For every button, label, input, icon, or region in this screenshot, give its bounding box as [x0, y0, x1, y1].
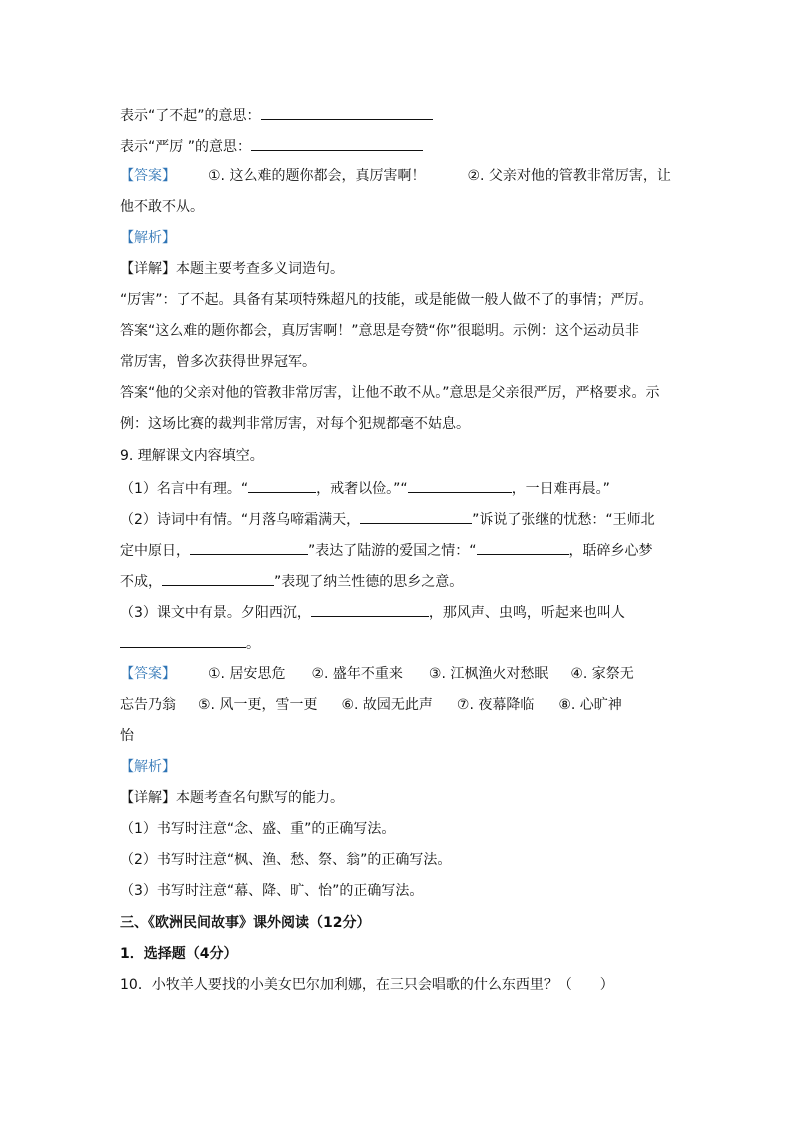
question-9-part-2c [120, 570, 680, 592]
prompt-text: 表示“严厉 ”的意思： [120, 139, 251, 155]
line-2 [120, 135, 680, 157]
text: （1）名言中有理。“ [120, 481, 249, 497]
blank [261, 104, 433, 120]
blank [251, 135, 423, 151]
text: ，那风声、虫鸣，听起来也叫人 [428, 605, 625, 621]
answer-item: ⑤. 风一更，雪一更 [198, 697, 318, 713]
line-1 [120, 104, 680, 126]
blank [120, 632, 246, 648]
answer-label: 【答案】 [120, 666, 176, 682]
detail-line: （2）书写时注意“枫、渔、愁、祭、翁”的正确写法。 [120, 852, 452, 868]
text: （2）诗词中有情。“月落乌啼霜满天， [120, 512, 361, 528]
question-9-part-2b [120, 539, 680, 561]
text: 。 [246, 636, 260, 652]
text: ，一日难再晨。” [511, 481, 610, 497]
answer-line-5: 怡 [120, 728, 134, 744]
question-9-part-1 [120, 477, 680, 499]
answer-item: 忘告乃翁 [120, 697, 176, 713]
answer-label: 【答案】 [120, 168, 176, 184]
blank [360, 508, 472, 524]
answer-item: ⑥. 故园无此声 [341, 697, 433, 713]
answer-line-1 [120, 166, 680, 186]
blank [408, 477, 512, 493]
detail-line: 答案“他的父亲对他的管教非常厉害，让他不敢不从。”意思是父亲很严厉，严格要求。示 [120, 385, 660, 401]
answer-continuation: 他不敢不从。 [120, 199, 204, 215]
answer-item: ②. 父亲对他的管教非常厉害，让 [467, 168, 671, 184]
detail-line: 常厉害，曾多次获得世界冠军。 [120, 354, 316, 370]
blank [477, 539, 569, 555]
text: 不成， [120, 574, 162, 590]
answer-item: ①. 这么难的题你都会，真厉害啊！ [208, 168, 426, 184]
text: （3）课文中有景。夕阳西沉， [120, 605, 311, 621]
detail-line: “厉害”：了不起。具备有某项特殊超凡的技能，或是能做一般人做不了的事情；严厉。 [120, 292, 653, 308]
answer-line-3 [120, 664, 680, 684]
answer-item: ⑧. 心旷神 [558, 697, 622, 713]
answer-item: ③. 江枫渔火对愁眠 [428, 666, 549, 682]
blank [248, 477, 316, 493]
detail-line: 例：这场比赛的裁判非常厉害，对每个犯规都毫不姑息。 [120, 416, 470, 432]
section-heading: 三、《欧洲民间故事》课外阅读（12分） [120, 915, 371, 931]
question-10: 10．小牧羊人要找的小美女巴尔加利娜，在三只会唱歌的什么东西里？（ ） [120, 977, 614, 993]
question-9-part-2a [120, 508, 680, 530]
detail-line: 【详解】本题主要考查多义词造句。 [120, 261, 344, 277]
answer-item: ①. 居安思危 [208, 666, 286, 682]
answer-line-4 [120, 695, 680, 715]
answer-line-2 [120, 197, 680, 217]
answer-item: ②. 盛年不重来 [311, 666, 403, 682]
answer-item: ④. 家祭无 [570, 666, 634, 682]
question-9: 9. 理解课文内容填空。 [120, 448, 264, 464]
subsection-heading: 1．选择题（4分） [120, 946, 238, 962]
prompt-text: 表示“了不起”的意思： [120, 108, 261, 124]
blank [190, 539, 308, 555]
analysis-label: 【解析】 [120, 759, 176, 775]
text: ，聒碎乡心梦 [568, 543, 653, 559]
analysis-label: 【解析】 [120, 230, 176, 246]
text: ”诉说了张继的忧愁：“王师北 [472, 512, 655, 528]
blank [311, 601, 429, 617]
question-9-part-3b [120, 632, 680, 654]
detail-line: （3）书写时注意“幕、降、旷、怡”的正确写法。 [120, 883, 424, 899]
text: ，戒奢以俭。”“ [316, 481, 408, 497]
blank [162, 570, 274, 586]
detail-line: （1）书写时注意“念、盛、重”的正确写法。 [120, 821, 396, 837]
text: 定中原日， [120, 543, 190, 559]
text: ”表现了纳兰性德的思乡之意。 [274, 574, 464, 590]
text: ”表达了陆游的爱国之情：“ [308, 543, 477, 559]
detail-line: 答案“这么难的题你都会，真厉害啊！”意思是夸赞“你”很聪明。示例：这个运动员非 [120, 323, 640, 339]
detail-line: 【详解】本题考查名句默写的能力。 [120, 790, 344, 806]
question-9-part-3a [120, 601, 680, 623]
answer-item: ⑦. 夜幕降临 [456, 697, 535, 713]
